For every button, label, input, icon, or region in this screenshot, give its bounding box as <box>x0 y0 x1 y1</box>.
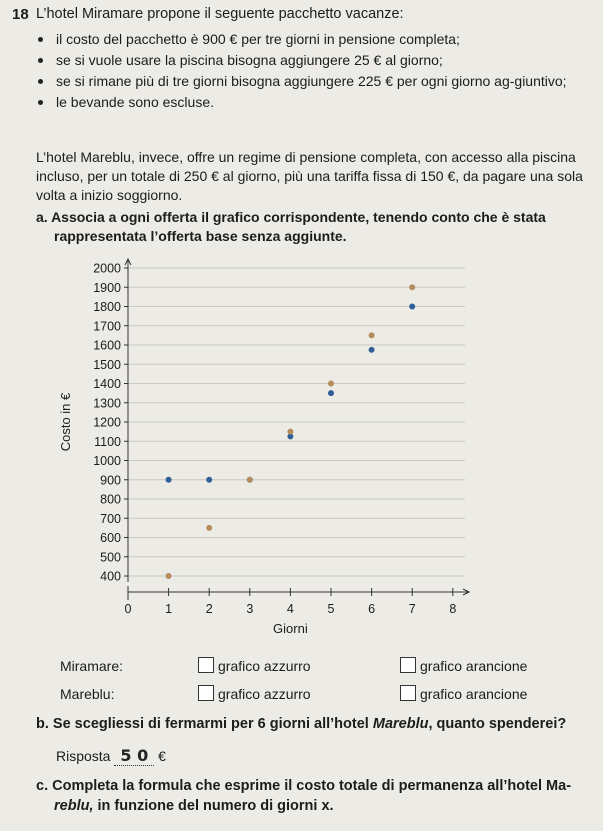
blue-data-point <box>369 347 375 353</box>
y-tick-label: 1300 <box>93 396 121 411</box>
question-a-line1: Associa a ogni offerta il grafico corrispondente, tenendo conto che è stata <box>51 209 546 225</box>
question-b-text: Se scegliessi di fermarmi per 6 giorni all’hotel <box>52 716 369 732</box>
question-c-end: in funzione del numero di giorni x. <box>93 798 334 814</box>
y-tick-label: 2000 <box>93 261 121 276</box>
x-tick-label: 1 <box>165 602 173 616</box>
y-tick-label: 900 <box>100 473 121 488</box>
answer-line <box>56 746 166 765</box>
exercise-intro: L’hotel Miramare propone il seguente pacchetto vacanze: <box>36 6 404 22</box>
x-tick-label: 8 <box>449 602 457 616</box>
orange-data-point <box>287 429 293 435</box>
blue-data-point <box>328 390 334 396</box>
y-axis-label: Costo in € <box>58 392 73 452</box>
miramare-orange-checkbox[interactable] <box>400 657 416 673</box>
question-b <box>36 716 566 732</box>
question-c <box>36 776 591 816</box>
y-tick-label: 500 <box>100 550 121 565</box>
mareblu-label: Mareblu: <box>60 686 115 702</box>
blue-data-point <box>409 304 415 310</box>
mareblu-orange-checkbox[interactable] <box>400 685 416 701</box>
question-a-line2: rappresentata l’offerta base senza aggiunte. <box>54 228 347 244</box>
list-item: se si vuole usare la piscina bisogna aggiungere 25 € al giorno; <box>36 51 581 70</box>
miramare-blue-option: grafico azzurro <box>218 658 311 674</box>
list-item: le bevande sono escluse. <box>36 93 581 112</box>
y-tick-label: 1800 <box>93 300 121 314</box>
mareblu-blue-checkbox[interactable] <box>198 685 214 701</box>
x-tick-label: 7 <box>408 602 416 616</box>
x-tick-label: 6 <box>368 602 376 616</box>
x-axis-label: Giorni <box>273 621 308 636</box>
scatter-chart <box>40 252 470 647</box>
x-tick-label: 0 <box>124 602 132 616</box>
y-tick-label: 1000 <box>93 454 121 468</box>
x-tick-label: 5 <box>327 602 335 616</box>
y-tick-label: 1600 <box>93 338 121 353</box>
y-tick-label: 1400 <box>93 377 121 391</box>
question-c-hotel: reblu, <box>54 798 94 814</box>
question-c-text: Completa la formula che esprime il costo totale di permanenza all’hotel Ma- <box>52 778 572 794</box>
question-a-letter: a. <box>36 209 48 225</box>
orange-data-point <box>247 477 253 483</box>
package-conditions-list <box>36 30 581 114</box>
bullet-icon <box>38 100 43 105</box>
orange-data-point <box>206 525 212 531</box>
y-tick-label: 1500 <box>93 357 121 372</box>
orange-data-point <box>328 381 334 387</box>
question-b-hotel: Mareblu <box>372 716 429 732</box>
bullet-icon <box>38 37 43 42</box>
answer-field[interactable]: 5 0 <box>114 746 154 766</box>
orange-data-point <box>369 332 375 338</box>
y-tick-label: 800 <box>100 492 121 507</box>
y-tick-label: 1200 <box>93 415 121 430</box>
bullet-icon <box>38 58 43 63</box>
exercise-number: 18 <box>12 6 29 23</box>
mareblu-blue-option: grafico azzurro <box>218 686 311 702</box>
mareblu-orange-option: grafico arancione <box>420 686 528 702</box>
blue-data-point <box>206 477 212 483</box>
orange-data-point <box>409 284 415 290</box>
y-tick-label: 1900 <box>93 280 121 295</box>
question-b-letter: b. <box>36 716 49 732</box>
y-tick-label: 600 <box>100 531 121 545</box>
question-c-letter: c. <box>36 778 49 794</box>
mareblu-description: L’hotel Mareblu, invece, offre un regime di pensione completa, con accesso alla piscina incluso, per un totale di 250 € al giorno, più una tariffa fissa di 150 €, da pagare una sola volta a inizio soggiorno. <box>36 149 583 203</box>
y-tick-label: 400 <box>100 569 121 584</box>
x-tick-label: 3 <box>246 602 254 616</box>
answer-label: Risposta <box>56 748 111 764</box>
x-tick-label: 2 <box>205 602 213 616</box>
question-a <box>36 208 586 246</box>
question-b-end: , quanto spenderei? <box>428 716 567 732</box>
miramare-label: Miramare: <box>60 658 124 674</box>
miramare-orange-option: grafico arancione <box>420 658 528 674</box>
list-item: se si rimane più di tre giorni bisogna aggiungere 225 € per ogni giorno ag-giuntivo; <box>36 72 581 91</box>
miramare-blue-checkbox[interactable] <box>198 657 214 673</box>
bullet-icon <box>38 79 43 84</box>
y-tick-label: 1100 <box>94 434 121 449</box>
answer-unit: € <box>158 748 166 764</box>
y-tick-label: 700 <box>100 511 121 526</box>
orange-data-point <box>166 573 172 579</box>
x-tick-label: 4 <box>286 602 294 616</box>
y-tick-label: 1700 <box>93 319 121 334</box>
list-item: il costo del pacchetto è 900 € per tre giorni in pensione completa; <box>36 30 581 49</box>
blue-data-point <box>166 477 172 483</box>
